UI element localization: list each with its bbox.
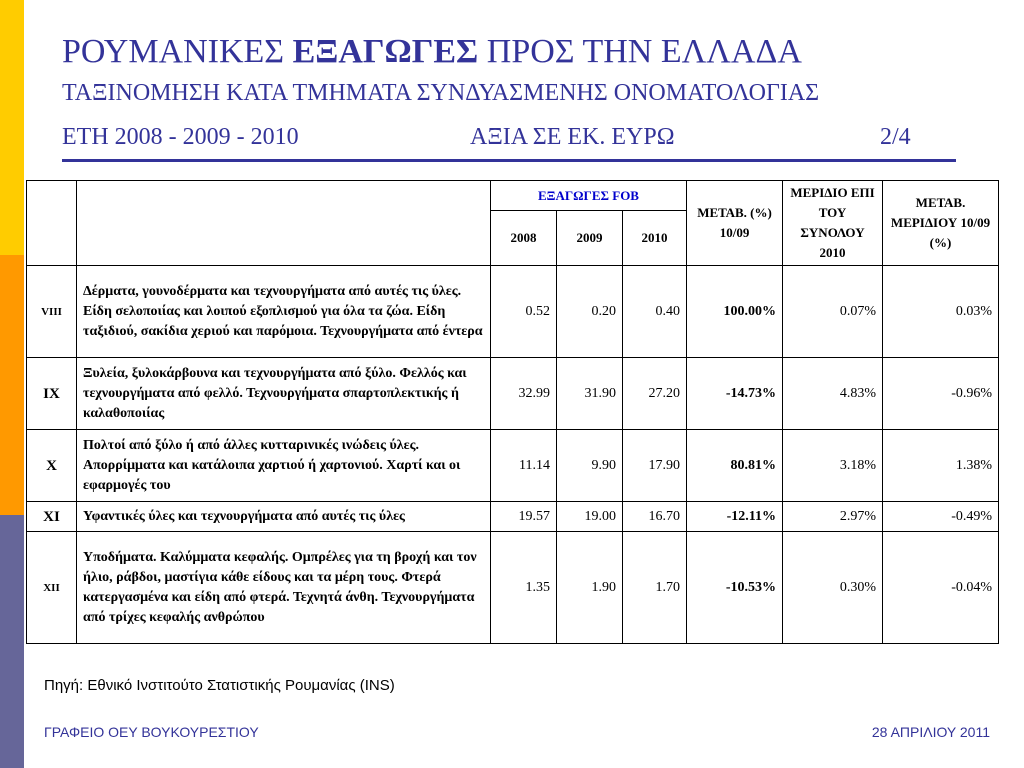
row-description: Υποδήματα. Καλύμματα κεφαλής. Ομπρέλες για τη βροχή και τον ήλιο, ράβδοι, μαστίγια κάθε είδους και τα μέρη τους. Φτερά κατεργασμένα και είδη από φτερά. Τεχνητά άνθη. Τεχνουργήματα από τρίχες κεφαλής ανθρώπου (77, 532, 491, 644)
row-change: 100.00% (687, 266, 783, 358)
title-bold: ΕΞΑΓΩΓΕΣ (292, 33, 479, 70)
row-value-2009: 31.90 (557, 358, 623, 430)
footer-office: ΓΡΑΦΕΙΟ ΟΕΥ ΒΟΥΚΟΥΡΕΣΤΙΟΥ (44, 724, 259, 740)
header-share-change: ΜΕΤΑΒ. ΜΕΡΙΔΙΟΥ 10/09 (%) (883, 181, 999, 266)
row-value-2009: 1.90 (557, 532, 623, 644)
row-code: X (27, 430, 77, 502)
row-description: Δέρματα, γουνοδέρματα και τεχνουργήματα από αυτές τις ύλες. Είδη σελοποιίας και λοιπού εξοπλισμού για όλα τα ζώα. Είδη ταξιδιού, σακίδια χεριού και παρόμοια. Τεχνουργήματα από έντερα (77, 266, 491, 358)
row-value-2010: 17.90 (623, 430, 687, 502)
row-share: 0.07% (783, 266, 883, 358)
row-share-change: -0.96% (883, 358, 999, 430)
table-row (27, 502, 999, 532)
row-code: VIII (27, 266, 77, 358)
table-row (27, 532, 999, 644)
info-value-unit: ΑΞΙΑ ΣΕ ΕΚ. ΕΥΡΩ (470, 124, 675, 150)
row-change: -14.73% (687, 358, 783, 430)
row-value-2009: 0.20 (557, 266, 623, 358)
header-share: ΜΕΡΙΔΙΟ ΕΠΙ ΤΟΥ ΣΥΝΟΛΟΥ 2010 (783, 181, 883, 266)
side-bar-purple (0, 515, 24, 768)
slide-subtitle: ΤΑΞΙΝΟΜΗΣΗ ΚΑΤΑ ΤΜΗΜΑΤΑ ΣΥΝΔΥΑΣΜΕΝΗΣ ΟΝΟΜΑΤΟΛΟΓΙΑΣ (62, 80, 820, 106)
row-value-2010: 27.20 (623, 358, 687, 430)
row-value-2010: 16.70 (623, 502, 687, 532)
exports-table (26, 180, 999, 644)
side-bar-orange (0, 255, 24, 515)
row-description: Ξυλεία, ξυλοκάρβουνα και τεχνουργήματα από ξύλο. Φελλός και τεχνουργήματα από φελλό. Τεχνουργήματα σπαρτοπλεκτικής ή καλαθοποιίας (77, 358, 491, 430)
row-change: -12.11% (687, 502, 783, 532)
slide-title (62, 32, 802, 72)
row-share: 2.97% (783, 502, 883, 532)
header-exports-fob: ΕΞΑΓΩΓΕΣ FOB (491, 181, 687, 211)
row-value-2008: 1.35 (491, 532, 557, 644)
row-value-2009: 9.90 (557, 430, 623, 502)
row-code: IX (27, 358, 77, 430)
row-share-change: -0.04% (883, 532, 999, 644)
row-change: 80.81% (687, 430, 783, 502)
table-row (27, 358, 999, 430)
row-code: XII (27, 532, 77, 644)
row-share-change: 0.03% (883, 266, 999, 358)
source-note: Πηγή: Εθνικό Ινστιτούτο Στατιστικής Ρουμανίας (INS) (44, 677, 395, 694)
table-row (27, 430, 999, 502)
row-share: 4.83% (783, 358, 883, 430)
row-description: Υφαντικές ύλες και τεχνουργήματα από αυτές τις ύλες (77, 502, 491, 532)
row-value-2008: 19.57 (491, 502, 557, 532)
row-value-2009: 19.00 (557, 502, 623, 532)
header-year-2008: 2008 (491, 211, 557, 266)
info-page-number: 2/4 (880, 124, 911, 150)
title-divider (62, 159, 956, 162)
row-value-2008: 11.14 (491, 430, 557, 502)
row-value-2008: 32.99 (491, 358, 557, 430)
title-part-2: ΠΡΟΣ ΤΗΝ ΕΛΛΑΔΑ (478, 33, 802, 70)
title-part-1: ΡΟΥΜΑΝΙΚΕΣ (62, 33, 293, 70)
footer-date: 28 ΑΠΡΙΛΙΟΥ 2011 (871, 724, 990, 740)
side-bar-yellow (0, 0, 24, 255)
row-share-change: 1.38% (883, 430, 999, 502)
header-year-2009: 2009 (557, 211, 623, 266)
row-change: -10.53% (687, 532, 783, 644)
header-year-2010: 2010 (623, 211, 687, 266)
row-value-2010: 1.70 (623, 532, 687, 644)
row-share-change: -0.49% (883, 502, 999, 532)
row-share: 3.18% (783, 430, 883, 502)
row-value-2008: 0.52 (491, 266, 557, 358)
row-description: Πολτοί από ξύλο ή από άλλες κυτταρινικές ινώδεις ύλες. Απορρίμματα και κατάλοιπα χαρτιού ή χαρτονιού. Χαρτί και οι εφαρμογές του (77, 430, 491, 502)
table-row (27, 266, 999, 358)
row-share: 0.30% (783, 532, 883, 644)
header-change: ΜΕΤΑΒ. (%) 10/09 (687, 181, 783, 266)
row-code: XI (27, 502, 77, 532)
header-desc-cell (77, 181, 491, 266)
header-code-cell (27, 181, 77, 266)
info-years: ΕΤΗ 2008 - 2009 - 2010 (62, 124, 299, 150)
row-value-2010: 0.40 (623, 266, 687, 358)
